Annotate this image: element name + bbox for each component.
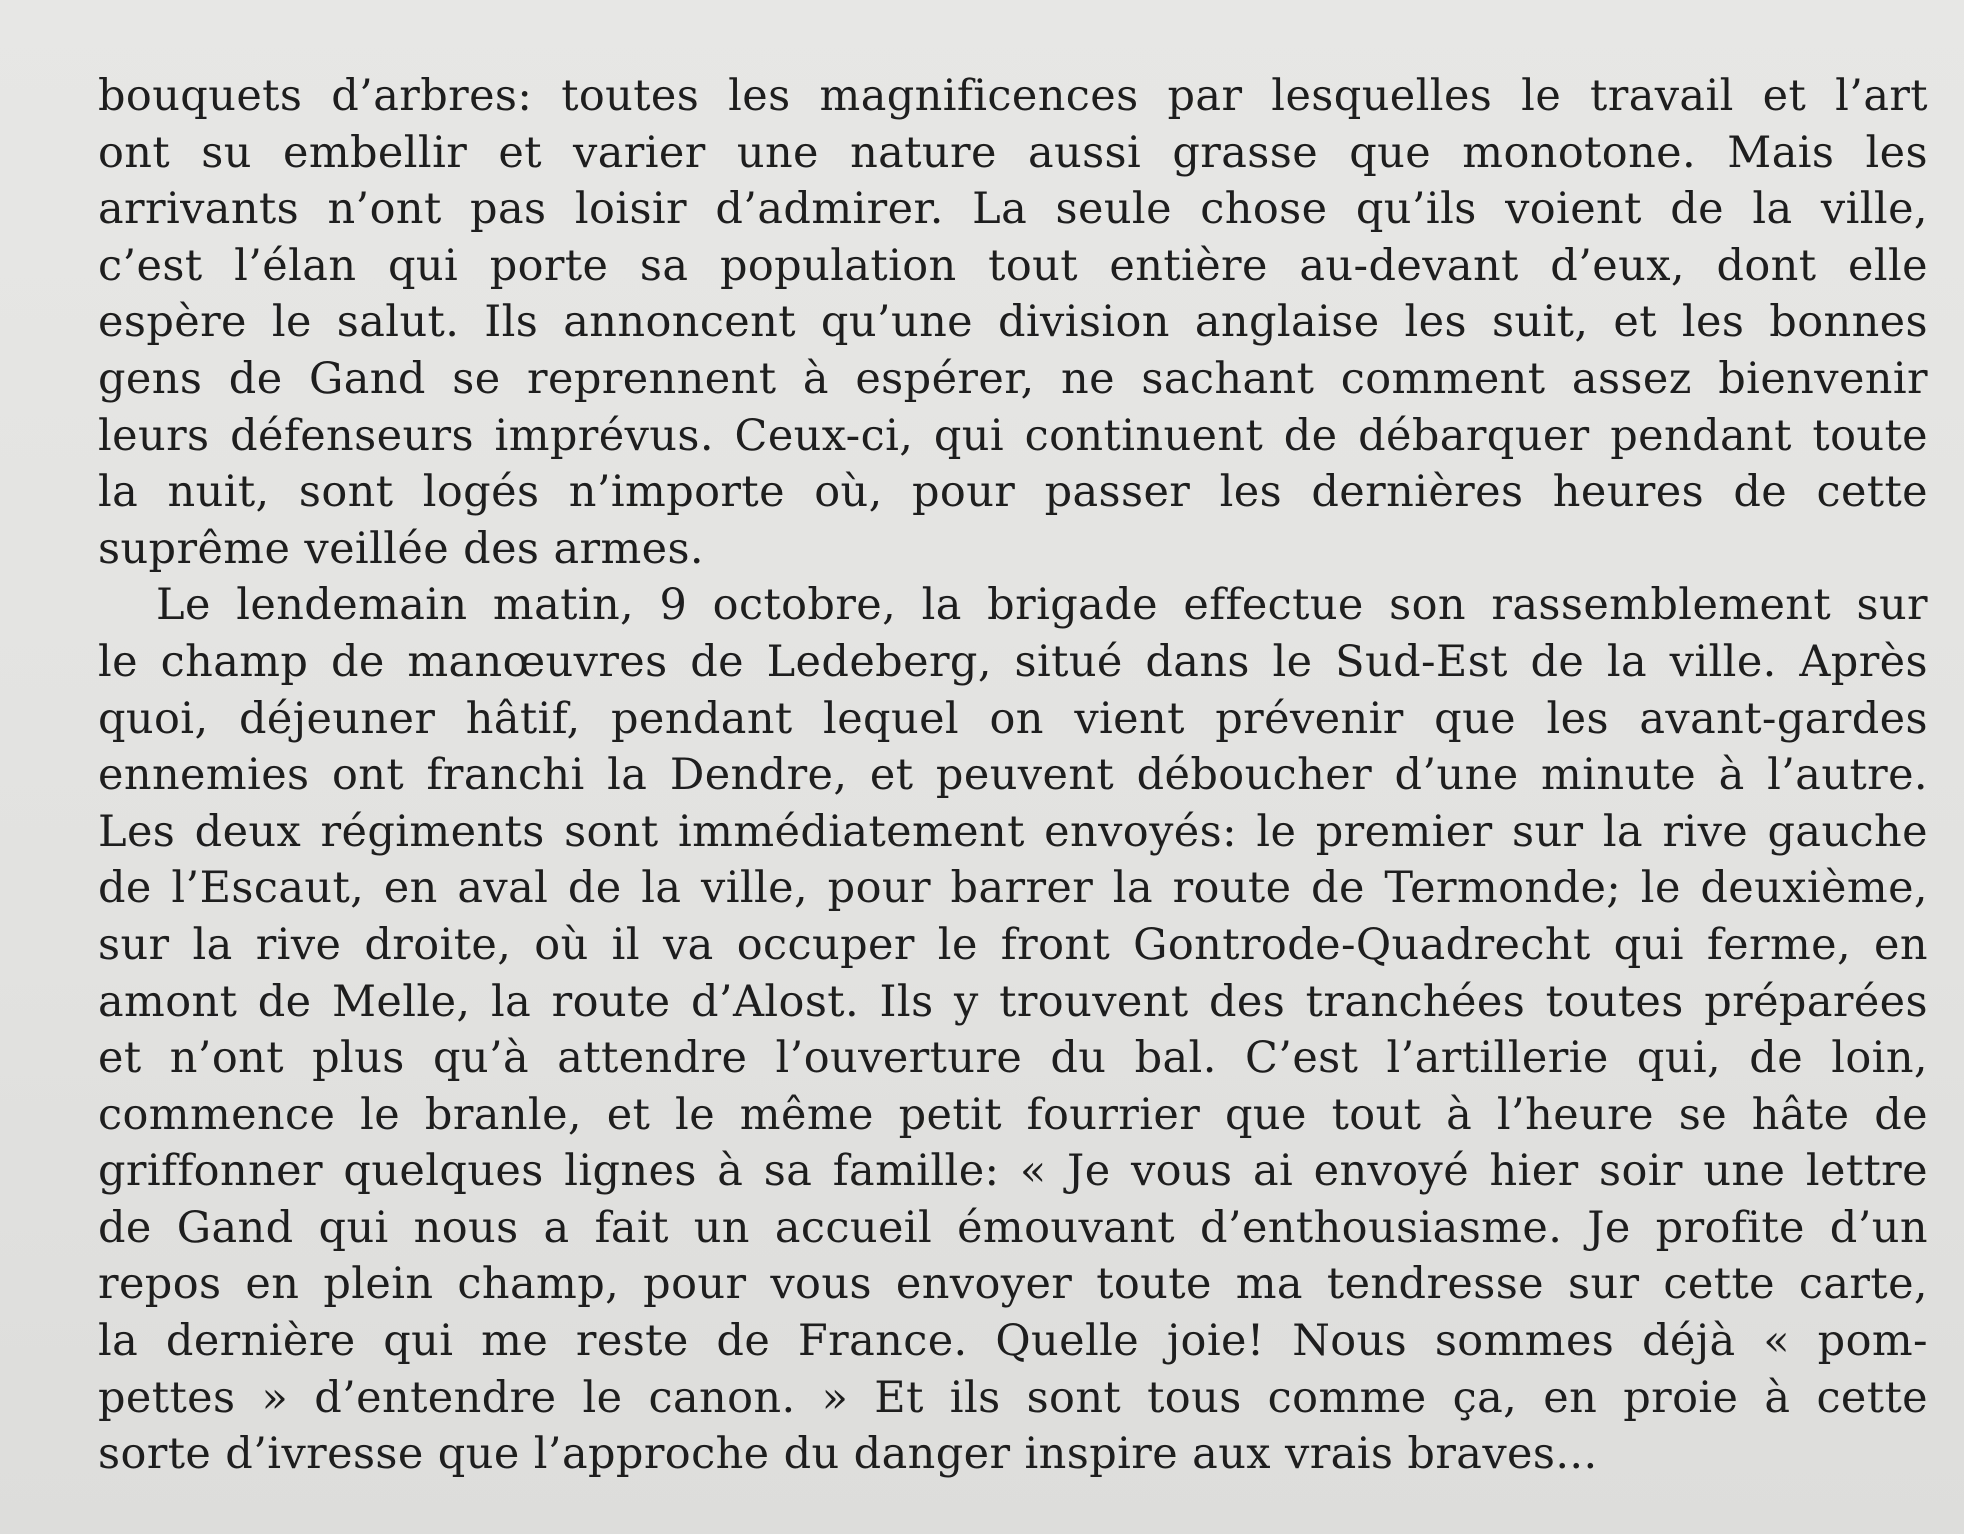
text-line: suprême veillée des armes. — [98, 523, 704, 574]
text-line: arrivants n’ont pas loisir d’admirer. La seule chose qu’ils voient de la ville, — [98, 184, 1928, 235]
text-line: leurs défenseurs imprévus. Ceux-ci, qui continuent de débarquer pendant toute — [98, 410, 1928, 461]
text-line: griffonner quelques lignes à sa famille: « Je vous ai envoyé hier soir une lettre — [98, 1146, 1928, 1197]
text-line: la dernière qui me reste de France. Quelle joie! Nous sommes déjà « pom- — [98, 1316, 1928, 1367]
text-line: de Gand qui nous a fait un accueil émouvant d’enthousiasme. Je profite d’un — [98, 1202, 1928, 1253]
body-text — [98, 68, 1928, 1483]
text-line: bouquets d’arbres: toutes les magnificences par lesquelles le travail et l’art — [98, 71, 1928, 121]
text-line: amont de Melle, la route d’Alost. Ils y trouvent des tranchées toutes préparées — [98, 976, 1928, 1027]
text-line: la nuit, sont logés n’importe où, pour passer les dernières heures de cette — [98, 467, 1928, 518]
text-line: et n’ont plus qu’à attendre l’ouverture du bal. C’est l’artillerie qui, de loin, — [98, 1033, 1928, 1084]
text-line: sorte d’ivresse que l’approche du danger inspire aux vrais braves... — [98, 1429, 1598, 1480]
text-line: c’est l’élan qui porte sa population tout entière au-devant d’eux, dont elle — [98, 240, 1928, 291]
text-line: quoi, déjeuner hâtif, pendant lequel on vient prévenir que les avant-gardes — [98, 693, 1928, 744]
text-line: repos en plein champ, pour vous envoyer toute ma tendresse sur cette carte, — [98, 1259, 1928, 1310]
text-line: gens de Gand se reprennent à espérer, ne sachant comment assez bienvenir — [98, 353, 1928, 404]
text-line: le champ de manœuvres de Ledeberg, situé dans le Sud-Est de la ville. Après — [98, 636, 1928, 687]
text-line: sur la rive droite, où il va occuper le front Gontrode-Quadrecht qui ferme, en — [98, 919, 1928, 970]
text-line: ont su embellir et varier une nature aussi grasse que monotone. Mais les — [98, 127, 1928, 178]
text-line: de l’Escaut, en aval de la ville, pour barrer la route de Termonde; le deuxième, — [98, 863, 1928, 914]
text-line: commence le branle, et le même petit fourrier que tout à l’heure se hâte de — [98, 1089, 1928, 1140]
text-line: ennemies ont franchi la Dendre, et peuvent déboucher d’une minute à l’autre. — [98, 750, 1928, 801]
text-line: Le lendemain matin, 9 octobre, la brigade effectue son rassemblement sur — [156, 580, 1928, 631]
text-line: Les deux régiments sont immédiatement envoyés: le premier sur la rive gauche — [98, 806, 1928, 857]
text-line: pettes » d’entendre le canon. » Et ils sont tous comme ça, en proie à cette — [98, 1372, 1928, 1423]
text-line: espère le salut. Ils annoncent qu’une division anglaise les suit, et les bonnes — [98, 297, 1928, 348]
